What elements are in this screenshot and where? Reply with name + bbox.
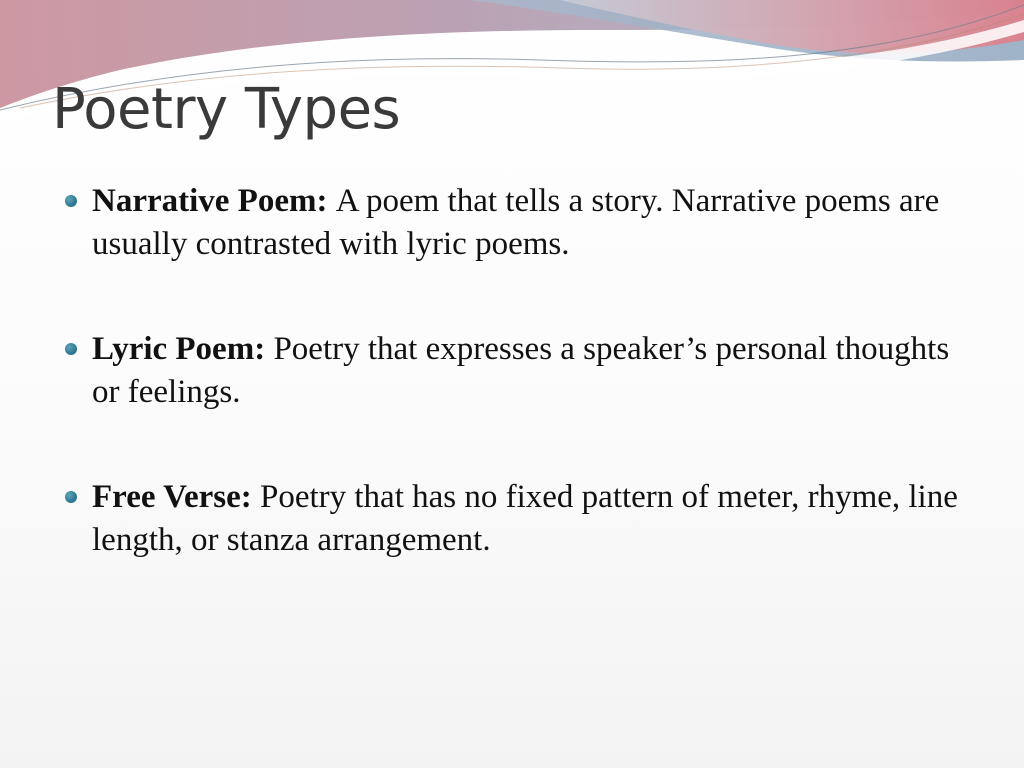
term-label: Free Verse: [92, 479, 260, 515]
term-label: Lyric Poem: [92, 331, 274, 367]
bullet-item-free-verse [62, 476, 972, 562]
bullet-dot-icon [65, 195, 77, 207]
bullet-list [62, 180, 972, 624]
definition-text: Poetry that has no fixed pattern of meter, rhyme, line length, or stanza arrangement. [92, 479, 958, 558]
slide-title: Poetry Types [52, 77, 401, 142]
term-label: Narrative Poem: [92, 183, 336, 219]
bullet-item-narrative-poem [62, 180, 972, 266]
bullet-dot-icon [65, 491, 77, 503]
bullet-dot-icon [65, 343, 77, 355]
bullet-item-lyric-poem [62, 328, 972, 414]
definition-text: Poetry that expresses a speaker’s personal thoughts or feelings. [92, 331, 950, 410]
definition-text: A poem that tells a story. Narrative poems are usually contrasted with lyric poems. [92, 183, 940, 262]
